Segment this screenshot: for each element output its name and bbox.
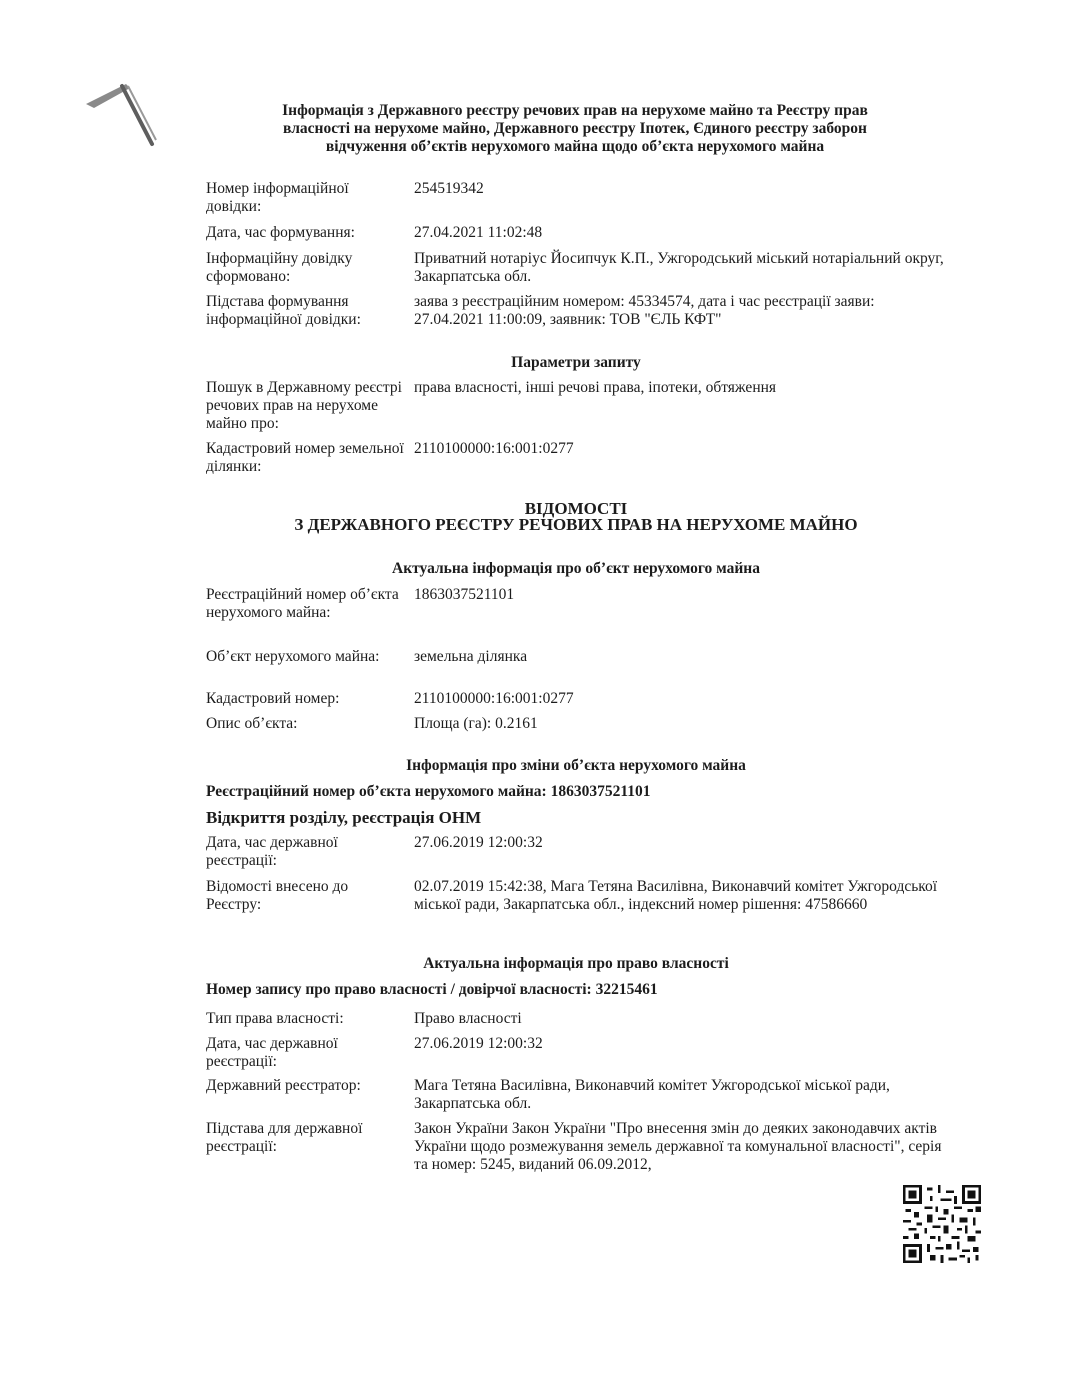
ref-number-label: Номер інформаційної довідки: xyxy=(206,180,349,215)
ownership-reg-date-label: Дата, час державної реєстрації: xyxy=(206,1035,338,1070)
registry-title-1: ВІДОМОСТІ xyxy=(524,499,628,518)
query-title: Параметри запиту xyxy=(511,354,641,371)
changes-entered-value: 02.07.2019 15:42:38, Мага Тетяна Василівна, Виконавчий комітет Ужгородської міської ради, Закарпатська обл., індексний номер рішення: 47586660 xyxy=(414,878,938,913)
formed-at-label: Дата, час формування: xyxy=(206,224,355,241)
ownership-record-line: Номер запису про право власності / довірчої власності: 32215461 xyxy=(206,981,658,998)
query-cadastral-value: 2110100000:16:001:0277 xyxy=(414,440,574,457)
object-description-value: Площа (га): 0.2161 xyxy=(414,715,538,732)
changes-title: Інформація про зміни об’єкта нерухомого майна xyxy=(406,757,746,774)
registrar-value: Мага Тетяна Василівна, Виконавчий комітет Ужгородської міської ради, Закарпатська обл. xyxy=(414,1077,890,1112)
object-title: Актуальна інформація про об’єкт нерухомого майна xyxy=(392,560,760,577)
object-reg-number-value: 1863037521101 xyxy=(414,586,515,603)
section-open-line: Відкриття розділу, реєстрація ОНМ xyxy=(206,808,482,827)
object-type-label: Об’єкт нерухомого майна: xyxy=(206,648,380,665)
document-header xyxy=(230,102,920,156)
basis-label: Підстава формування інформаційної довідки: xyxy=(206,293,361,328)
registrar-label: Державний реєстратор: xyxy=(206,1077,361,1094)
registry-title-2: З ДЕРЖАВНОГО РЕЄСТРУ РЕЧОВИХ ПРАВ НА НЕРУХОМЕ МАЙНО xyxy=(294,515,858,534)
object-description-label: Опис об’єкта: xyxy=(206,715,298,732)
query-cadastral-label: Кадастровий номер земельної ділянки: xyxy=(206,440,404,475)
qr-code-icon xyxy=(903,1185,981,1263)
staple-mark-icon xyxy=(82,78,162,158)
object-reg-number-label: Реєстраційний номер об’єкта нерухомого майна: xyxy=(206,586,399,621)
ownership-reg-date-value: 27.06.2019 12:00:32 xyxy=(414,1035,543,1052)
header-line-3: відчуження об’єктів нерухомого майна щодо об’єкта нерухомого майна xyxy=(325,138,825,155)
ownership-title: Актуальна інформація про право власності xyxy=(423,955,729,972)
query-search-value: права власності, інші речові права, іпотеки, обтяження xyxy=(414,379,777,396)
header-line-1: Інформація з Державного реєстру речових прав на нерухоме майно та Реєстру прав xyxy=(282,102,868,119)
object-type-value: земельна ділянка xyxy=(414,648,528,665)
basis-value: заява з реєстраційним номером: 45334574, дата і час реєстрації заяви: 27.04.2021 11:00:09, заявник: ТОВ "ЄЛЬ КФТ" xyxy=(414,293,875,328)
ownership-basis-label: Підстава для державної реєстрації: xyxy=(206,1120,363,1155)
object-cadastral-label: Кадастровий номер: xyxy=(206,690,340,707)
ref-number-value: 254519342 xyxy=(414,180,484,197)
ownership-basis-value: Закон України Закон України "Про внесення змін до деяких законодавчих актів України щодо розмежування земель державної та комунальної власності", серія та номер: 5245, виданий 06.09.2012, xyxy=(414,1120,942,1173)
formed-by-label: Інформаційну довідку сформовано: xyxy=(206,250,353,285)
changes-entered-label: Відомості внесено до Реєстру: xyxy=(206,878,349,913)
changes-reg-date-value: 27.06.2019 12:00:32 xyxy=(414,834,543,851)
formed-at-value: 27.04.2021 11:02:48 xyxy=(414,224,543,241)
right-type-value: Право власності xyxy=(414,1010,522,1027)
right-type-label: Тип права власності: xyxy=(206,1010,344,1027)
object-cadastral-value: 2110100000:16:001:0277 xyxy=(414,690,574,707)
query-search-label: Пошук в Державному реєстрі речових прав на нерухоме майно про: xyxy=(206,379,402,432)
changes-reg-date-label: Дата, час державної реєстрації: xyxy=(206,834,338,869)
changes-reg-line: Реєстраційний номер об’єкта нерухомого майна: 1863037521101 xyxy=(206,783,651,800)
header-line-2: власності на нерухоме майно, Державного реєстру Іпотек, Єдиного реєстру заборон xyxy=(283,120,867,137)
formed-by-value: Приватний нотаріус Йосипчук К.П., Ужгородський міський нотаріальний округ, Закарпатська обл. xyxy=(414,250,944,285)
